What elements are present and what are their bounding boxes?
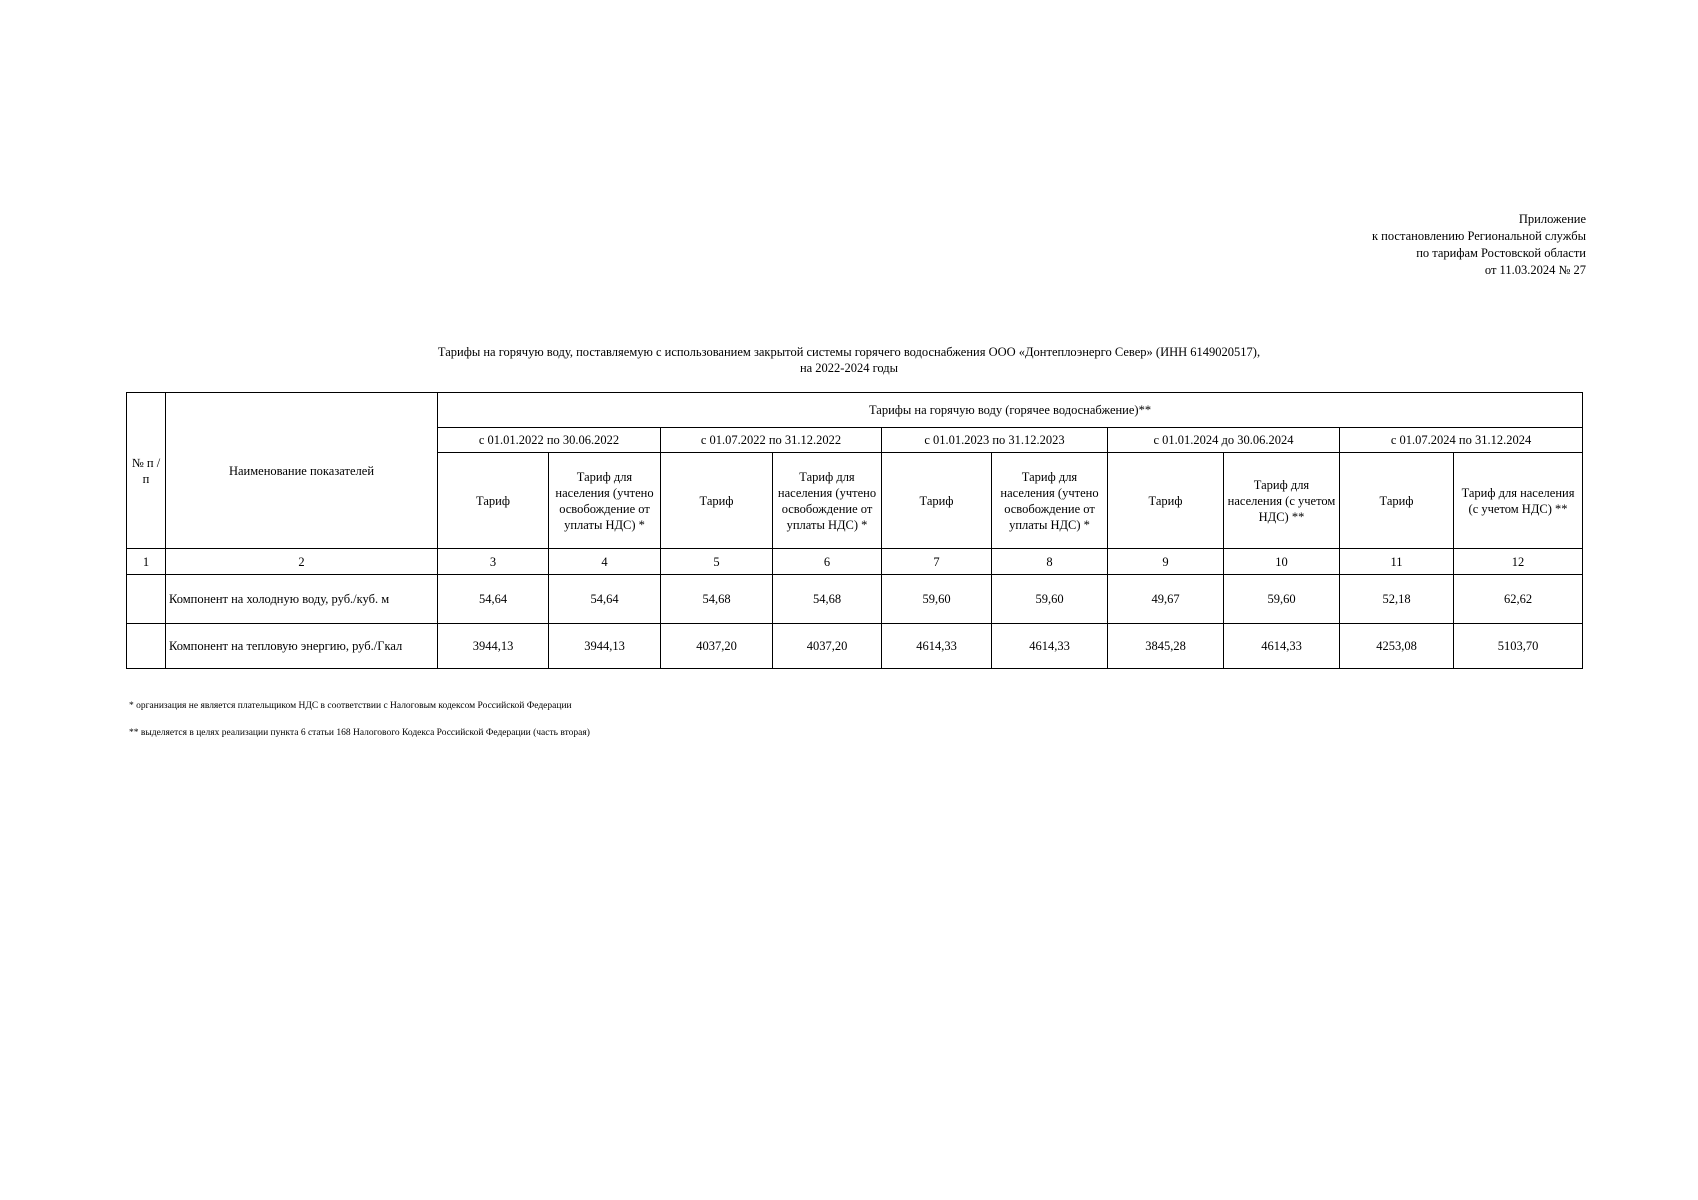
column-number-cell: 8 [992, 549, 1108, 575]
value-cell: 52,18 [1340, 575, 1454, 624]
value-cell: 54,68 [773, 575, 882, 624]
row-number-cell [127, 624, 166, 669]
value-cell: 4037,20 [773, 624, 882, 669]
period-header: с 01.01.2022 по 30.06.2022 [438, 428, 661, 453]
appendix-line-3: по тарифам Ростовской области [1416, 246, 1586, 260]
subheader-cell: Тариф [438, 453, 549, 549]
footnote-vat-exempt: * организация не является плательщиком НДС в соответствии с Налоговым кодексом Российской Федерации [129, 701, 572, 711]
column-number-cell: 5 [661, 549, 773, 575]
value-cell: 62,62 [1454, 575, 1583, 624]
column-number-cell: 7 [882, 549, 992, 575]
period-header: с 01.01.2023 по 31.12.2023 [882, 428, 1108, 453]
value-cell: 4614,33 [992, 624, 1108, 669]
value-cell: 5103,70 [1454, 624, 1583, 669]
subheader-cell: Тариф [1340, 453, 1454, 549]
header-row-group [127, 393, 1583, 428]
header-name-cell: Наименование показателей [166, 393, 438, 549]
value-cell: 54,64 [549, 575, 661, 624]
column-number-cell: 10 [1224, 549, 1340, 575]
row-name-cell: Компонент на холодную воду, руб./куб. м [166, 575, 438, 624]
subheader-cell: Тариф для населения (с учетом НДС) ** [1224, 453, 1340, 549]
table-row [127, 624, 1583, 669]
value-cell: 4614,33 [1224, 624, 1340, 669]
column-number-cell: 11 [1340, 549, 1454, 575]
period-header: с 01.01.2024 до 30.06.2024 [1108, 428, 1340, 453]
value-cell: 4614,33 [882, 624, 992, 669]
title-line-1: Тарифы на горячую воду, поставляемую с использованием закрытой системы горячего водоснабжения ООО «Донтеплоэнерго Север» (ИНН 6149020517), [437, 345, 1261, 359]
appendix-block [1372, 211, 1586, 279]
column-number-cell: 1 [127, 549, 166, 575]
value-cell: 59,60 [992, 575, 1108, 624]
column-number-cell: 2 [166, 549, 438, 575]
period-header: с 01.07.2022 по 31.12.2022 [661, 428, 882, 453]
value-cell: 49,67 [1108, 575, 1224, 624]
appendix-line-4: от 11.03.2024 № 27 [1484, 263, 1586, 277]
appendix-line-2: к постановлению Региональной службы [1371, 229, 1586, 243]
appendix-line-1: Приложение [1518, 212, 1586, 226]
column-number-cell: 3 [438, 549, 549, 575]
footnote-vat-allocated: ** выделяется в целях реализации пункта 6 статьи 168 Налогового Кодекса Российской Федерации (часть вторая) [129, 728, 590, 738]
value-cell: 54,64 [438, 575, 549, 624]
value-cell: 3944,13 [549, 624, 661, 669]
column-number-row [127, 549, 1583, 575]
subheader-cell: Тариф [661, 453, 773, 549]
subheader-cell: Тариф для населения (с учетом НДС) ** [1454, 453, 1583, 549]
value-cell: 59,60 [882, 575, 992, 624]
subheader-cell: Тариф [882, 453, 992, 549]
subheader-cell: Тариф для населения (учтено освобождение от уплаты НДС) * [992, 453, 1108, 549]
value-cell: 59,60 [1224, 575, 1340, 624]
row-number-cell [127, 575, 166, 624]
column-number-cell: 4 [549, 549, 661, 575]
tariff-table [126, 392, 1583, 669]
subheader-cell: Тариф [1108, 453, 1224, 549]
value-cell: 54,68 [661, 575, 773, 624]
value-cell: 3845,28 [1108, 624, 1224, 669]
row-name-cell: Компонент на тепловую энергию, руб./Гкал [166, 624, 438, 669]
column-number-cell: 9 [1108, 549, 1224, 575]
header-number-cell: № п /п [127, 393, 166, 549]
subheader-cell: Тариф для населения (учтено освобождение от уплаты НДС) * [773, 453, 882, 549]
table-row [127, 575, 1583, 624]
period-header: с 01.07.2024 по 31.12.2024 [1340, 428, 1583, 453]
document-title [0, 344, 1698, 376]
value-cell: 4253,08 [1340, 624, 1454, 669]
value-cell: 4037,20 [661, 624, 773, 669]
value-cell: 3944,13 [438, 624, 549, 669]
title-line-2: на 2022-2024 годы [799, 361, 899, 375]
subheader-cell: Тариф для населения (учтено освобождение от уплаты НДС) * [549, 453, 661, 549]
column-number-cell: 12 [1454, 549, 1583, 575]
column-number-cell: 6 [773, 549, 882, 575]
header-group-cell: Тарифы на горячую воду (горячее водоснабжение)** [438, 393, 1583, 428]
